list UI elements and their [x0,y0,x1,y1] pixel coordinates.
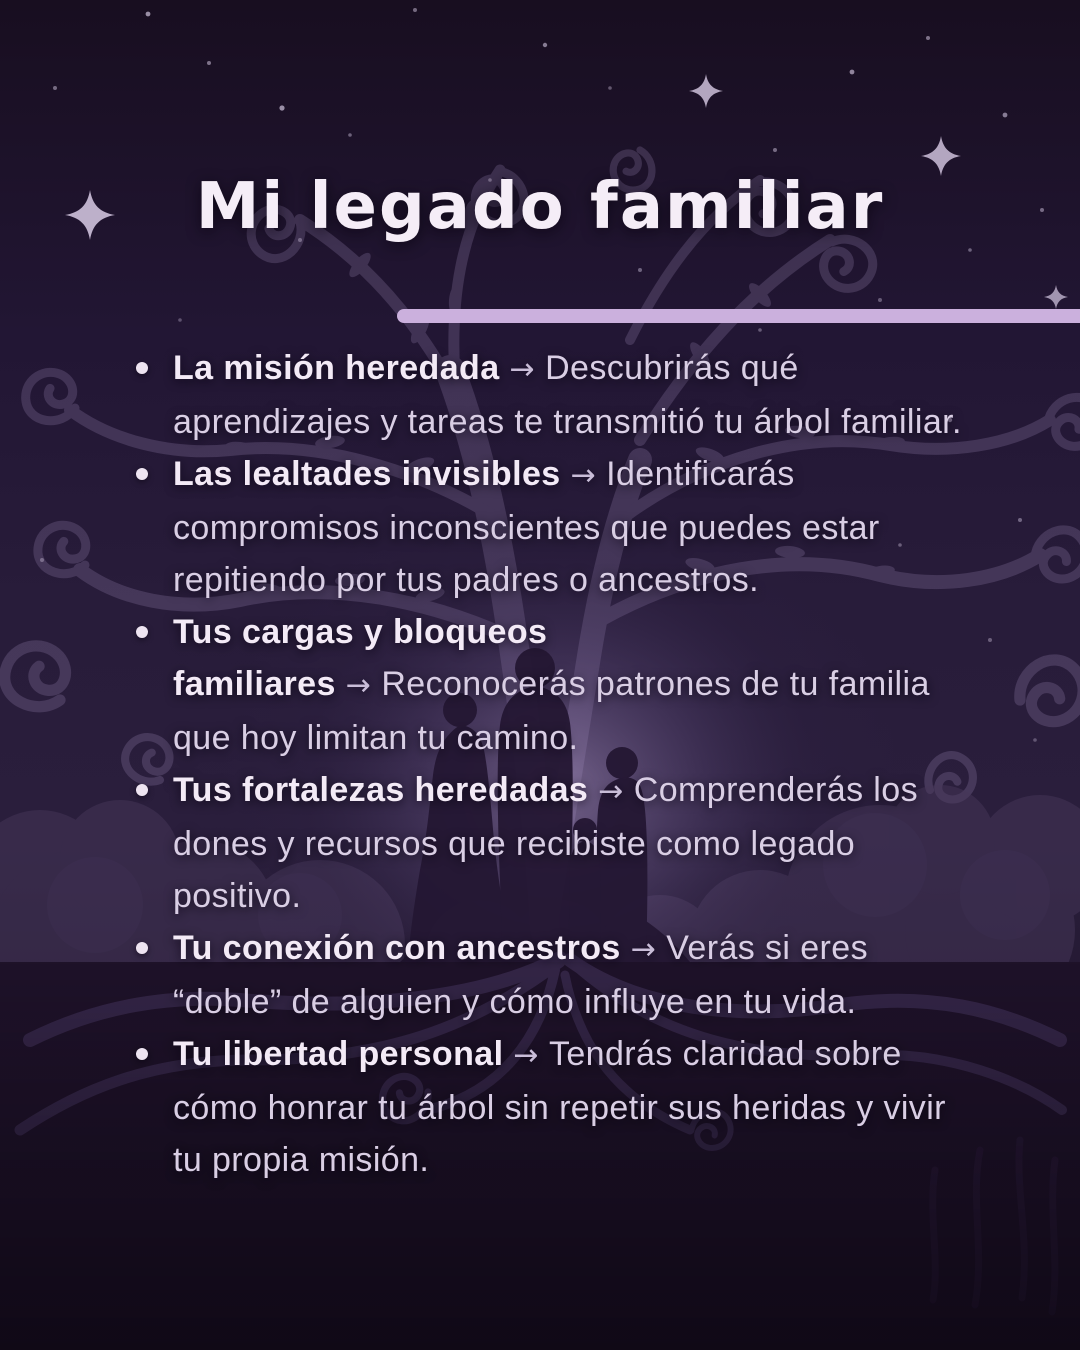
list-item [136,448,970,606]
bullet-dot [136,448,173,606]
list-item [136,764,970,922]
bullet-term: Tu conexión con ancestros [173,929,621,967]
list-item [136,606,970,764]
bullet-dot [136,922,173,1028]
bullet-term: Las lealtades invisibles [173,455,561,493]
arrow-icon: → [630,932,657,967]
bullet-description: Descubrirás qué aprendizajes y tareas te transmitió tu árbol familiar. [173,349,962,441]
bullet-term: Tus fortalezas heredadas [173,771,589,809]
benefits-list [136,342,970,1186]
list-item [136,342,970,448]
list-item-text [173,606,970,764]
bullet-term: La misión heredada [173,349,500,387]
list-item-text [173,922,970,1028]
arrow-icon: → [598,774,624,809]
bullet-description: Verás si eres “doble” de alguien y cómo influye en tu vida. [173,929,868,1021]
bullet-description: Reconocerás patrones de tu familia que hoy limitan tu camino. [173,665,930,757]
arrow-icon: → [513,1038,539,1073]
bullet-description: Comprenderás los dones y recursos que recibiste como legado positivo. [173,771,918,915]
list-item-text [173,1028,970,1186]
bullet-term: Tu libertad personal [173,1035,504,1073]
bullet-dot [136,342,173,448]
list-item-text [173,764,970,922]
arrow-icon: → [509,352,536,387]
list-item-text [173,342,970,448]
arrow-icon: → [570,458,597,493]
list-item-text [173,448,970,606]
bullet-description: Identificarás compromisos inconscientes que puedes estar repitiendo por tus padres o ancestros. [173,455,880,599]
arrow-icon: → [345,668,372,703]
bullet-description: Tendrás claridad sobre cómo honrar tu árbol sin repetir sus heridas y vivir tu propia misión. [173,1035,946,1179]
bullet-dot [136,764,173,922]
list-item [136,922,970,1028]
page-title: Mi legado familiar [195,170,885,244]
list-item [136,1028,970,1186]
bullet-term: Tus cargas y bloqueos familiares [173,613,548,703]
title-underline [397,309,1080,323]
bullet-dot [136,1028,173,1186]
bullet-dot [136,606,173,764]
